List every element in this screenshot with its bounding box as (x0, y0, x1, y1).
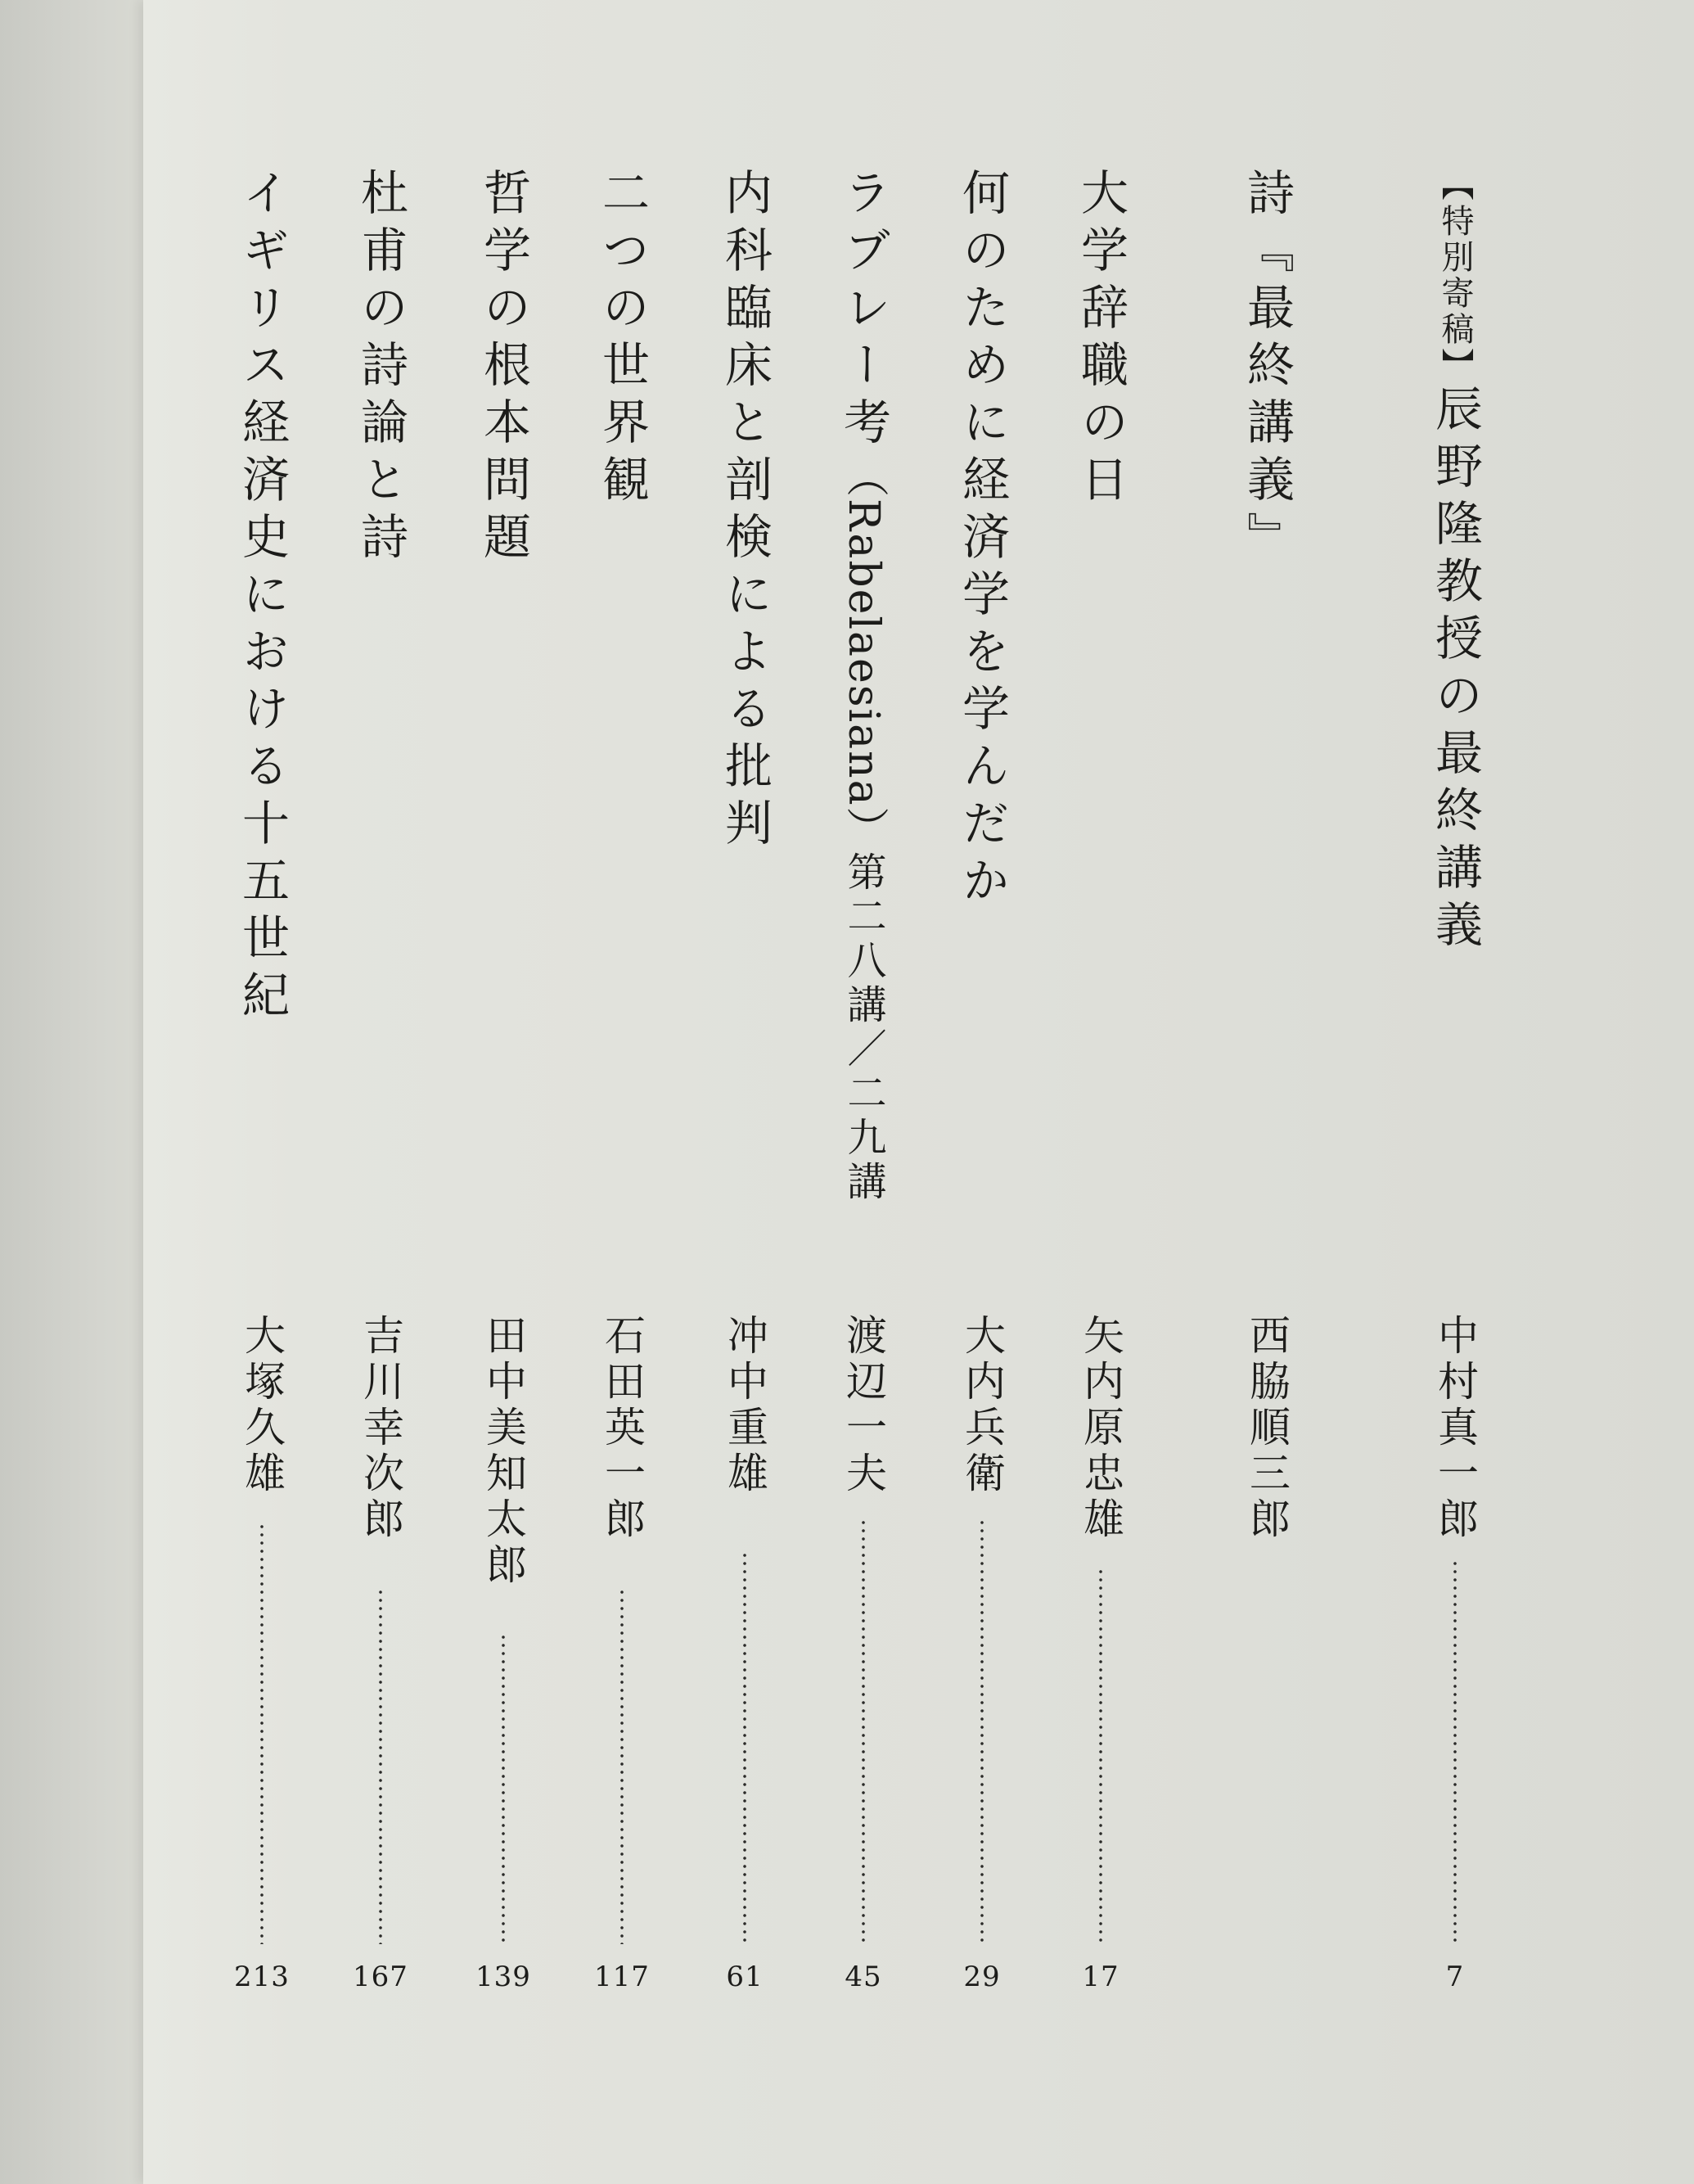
entry-author: 矢内原忠雄 (1077, 1314, 1124, 1543)
toc-entry (348, 0, 413, 2184)
entry-author: 冲中重雄 (721, 1314, 768, 1497)
toc-entry (471, 0, 536, 2184)
entry-page-number: 7 (1445, 1961, 1465, 1993)
dot-leader (378, 1588, 383, 1944)
toc-entry (1234, 0, 1300, 2184)
entry-page-number: 17 (1082, 1961, 1120, 1993)
dot-leader (1098, 1568, 1103, 1944)
entry-author: 大塚久雄 (238, 1314, 286, 1497)
dot-leader (861, 1518, 866, 1944)
toc-entry (712, 0, 777, 2184)
entry-title: 内科臨床と剖検による批判 (717, 168, 773, 855)
dot-leader (501, 1633, 506, 1944)
dot-leader (1453, 1559, 1457, 1944)
entry-title: 何のために経済学を学んだか (954, 168, 1010, 913)
toc-entry (589, 0, 655, 2184)
entry-title: 杜甫の詩論と詩 (353, 168, 408, 569)
dot-leader (980, 1518, 984, 1944)
entry-author: 吉川幸次郎 (357, 1314, 404, 1543)
entry-title: 二つの世界観 (594, 168, 650, 512)
entry-page-number: 45 (845, 1961, 882, 1993)
entry-title: 詩『最終講義』 (1239, 168, 1295, 569)
entry-title: 大学辞職の日 (1073, 168, 1129, 512)
entry-author: 中村真一郎 (1431, 1314, 1479, 1543)
toc-entry (949, 0, 1015, 2184)
toc-entry (1068, 0, 1133, 2184)
entry-page-number: 117 (594, 1961, 650, 1993)
entry-page-number: 29 (963, 1961, 1001, 1993)
entry-page-number: 139 (475, 1961, 531, 1993)
book-gutter (0, 0, 143, 2184)
dot-leader (619, 1588, 624, 1944)
entry-author: 西脇順三郎 (1243, 1314, 1291, 1543)
entry-author: 石田英一郎 (598, 1314, 646, 1543)
toc-entry (831, 0, 896, 2184)
entry-title: 【特別寄稿】辰野隆教授の最終講義 (1427, 168, 1483, 957)
entry-page-number: 167 (353, 1961, 408, 1993)
entry-page-number: 61 (726, 1961, 764, 1993)
entry-title: イギリス経済史における十五世紀 (234, 168, 290, 1027)
entry-label: 【特別寄稿】 (1436, 168, 1474, 384)
entry-author: 渡辺一夫 (840, 1314, 887, 1497)
toc-entry (1422, 0, 1488, 2184)
entry-page-number: 213 (234, 1961, 290, 1993)
entry-author: 田中美知太郎 (480, 1314, 527, 1589)
entry-title: 哲学の根本問題 (475, 168, 531, 569)
entry-author: 大内兵衛 (958, 1314, 1006, 1497)
toc-entry (229, 0, 295, 2184)
entry-title: ラブレー考（Rabelaesiana）第二八講／二九講 (836, 168, 891, 1205)
dot-leader (259, 1523, 264, 1944)
dot-leader (742, 1551, 747, 1944)
